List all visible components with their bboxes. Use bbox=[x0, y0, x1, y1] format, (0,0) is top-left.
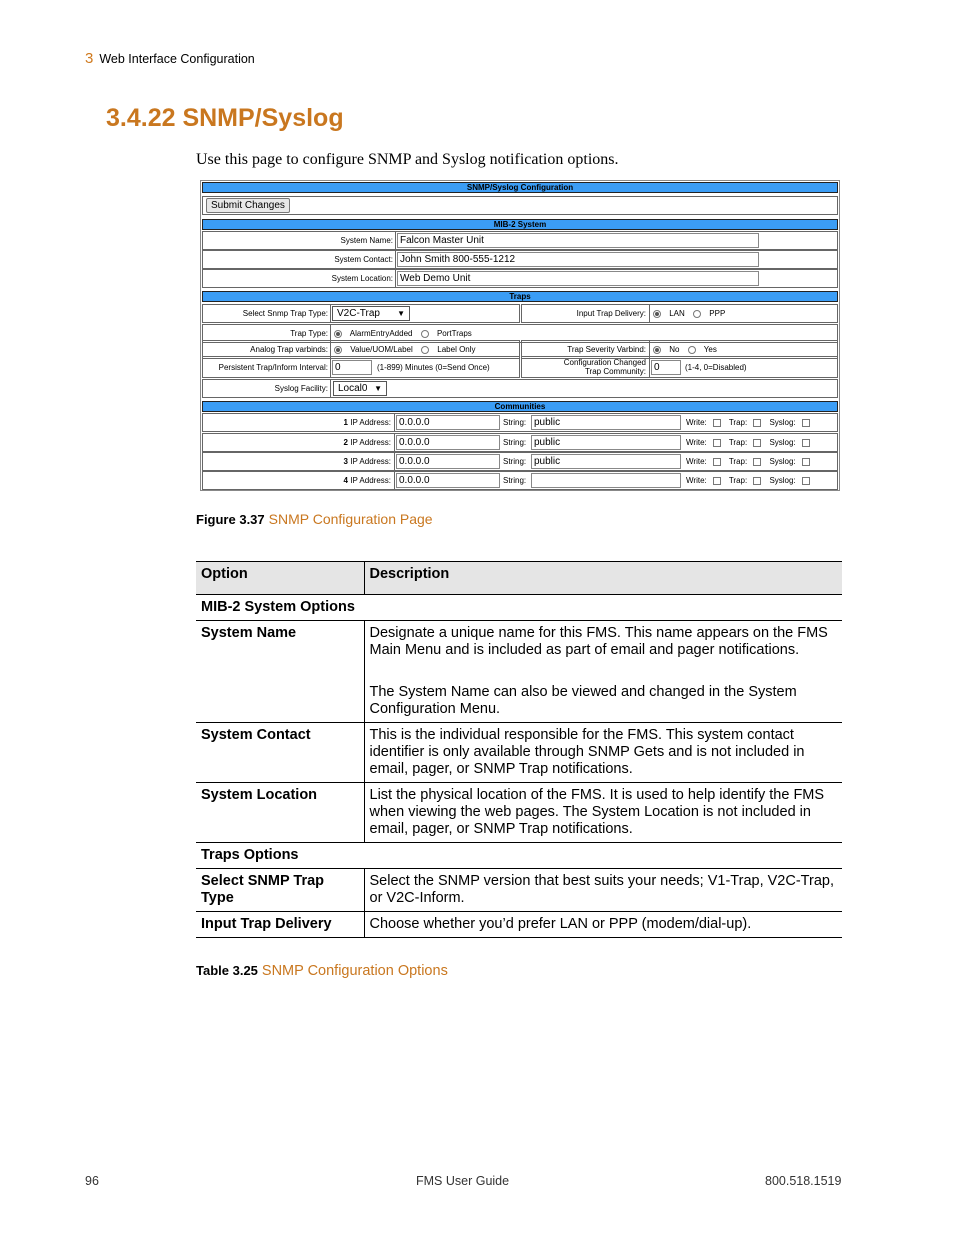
string-label: String: bbox=[503, 476, 527, 485]
table-row bbox=[196, 621, 842, 723]
option-name: System Contact bbox=[196, 723, 364, 783]
option-name: Input Trap Delivery bbox=[196, 912, 364, 938]
figure-label: Figure 3.37 bbox=[196, 512, 265, 527]
traps-title-bar: Traps bbox=[202, 291, 838, 302]
table-row bbox=[196, 869, 842, 912]
system-name-label: System Name: bbox=[340, 236, 393, 245]
section-traps: Traps Options bbox=[196, 843, 842, 869]
table-row bbox=[196, 783, 842, 843]
community-number: 3 bbox=[343, 457, 348, 466]
option-name: System Location bbox=[196, 783, 364, 843]
option-name: Select SNMP Trap Type bbox=[196, 869, 364, 912]
options-table bbox=[196, 561, 842, 938]
syslog-facility-select[interactable] bbox=[333, 381, 387, 396]
write-label: Write: bbox=[686, 476, 707, 485]
write-checkbox[interactable] bbox=[713, 439, 721, 447]
persistent-row bbox=[202, 356, 520, 378]
table-row bbox=[196, 723, 842, 783]
trap-label: Trap: bbox=[728, 418, 748, 427]
config-changed-hint: (1-4, 0=Disabled) bbox=[685, 363, 747, 372]
syslog-checkbox[interactable] bbox=[802, 439, 810, 447]
system-location-input[interactable]: Web Demo Unit bbox=[397, 271, 759, 286]
option-description-extra: The System Name can also be viewed and changed in the System Configuration Menu. bbox=[369, 684, 797, 717]
system-location-row bbox=[202, 269, 838, 288]
option-description: List the physical location of the FMS. It is used to help identify the FMS when viewing the web pages. The System Location is not included in email, pager, or SNMP Trap notifications. bbox=[364, 783, 842, 843]
submit-changes-button[interactable]: Submit Changes bbox=[206, 198, 290, 213]
community-ip-input[interactable]: 0.0.0.0 bbox=[396, 473, 500, 488]
config-changed-input[interactable]: 0 bbox=[651, 360, 681, 375]
delivery-lan-label: LAN bbox=[669, 309, 685, 318]
syslog-checkbox[interactable] bbox=[802, 458, 810, 466]
trap-label: Trap: bbox=[728, 457, 748, 466]
input-delivery-row bbox=[521, 304, 838, 323]
system-contact-label: System Contact: bbox=[334, 255, 393, 264]
persistent-label: Persistent Trap/Inform Interval: bbox=[218, 363, 328, 372]
write-checkbox[interactable] bbox=[713, 419, 721, 427]
footer-title: FMS User Guide bbox=[416, 1174, 510, 1188]
table-label: Table 3.25 bbox=[196, 963, 258, 978]
chevron-down-icon: ▼ bbox=[374, 384, 382, 393]
delivery-lan-radio[interactable] bbox=[653, 310, 661, 318]
string-label: String: bbox=[503, 438, 527, 447]
config-changed-row bbox=[521, 356, 838, 378]
trap-label: Trap: bbox=[728, 438, 748, 447]
trap-checkbox[interactable] bbox=[753, 419, 761, 427]
persistent-hint: (1-899) Minutes (0=Send Once) bbox=[377, 363, 490, 372]
write-label: Write: bbox=[686, 457, 707, 466]
table-section-row bbox=[196, 595, 842, 621]
intro-text: Use this page to configure SNMP and Syslog notification options. bbox=[196, 151, 619, 168]
system-name-row bbox=[202, 231, 838, 250]
write-label: Write: bbox=[686, 418, 707, 427]
trap-checkbox[interactable] bbox=[753, 458, 761, 466]
syslog-label: Syslog: bbox=[769, 476, 796, 485]
severity-no-label: No bbox=[669, 345, 680, 354]
table-row bbox=[196, 912, 842, 938]
community-ip-input[interactable]: 0.0.0.0 bbox=[396, 435, 500, 450]
write-checkbox[interactable] bbox=[713, 477, 721, 485]
analog-value-label: Value/UOM/Label bbox=[350, 345, 413, 354]
community-row bbox=[202, 452, 838, 471]
option-name: System Name bbox=[196, 621, 364, 723]
ip-address-label: IP Address: bbox=[350, 457, 391, 466]
figure-title: SNMP Configuration Page bbox=[268, 511, 433, 527]
delivery-ppp-label: PPP bbox=[709, 309, 726, 318]
system-name-input[interactable]: Falcon Master Unit bbox=[397, 233, 759, 248]
system-location-label: System Location: bbox=[331, 274, 393, 283]
string-label: String: bbox=[503, 418, 527, 427]
config-changed-label-line2: Trap Community: bbox=[584, 367, 646, 376]
trap-type-row bbox=[202, 304, 520, 323]
col-description-header: Description bbox=[364, 562, 842, 595]
section-mib2: MIB-2 System Options bbox=[196, 595, 842, 621]
snmp-config-screenshot bbox=[200, 180, 840, 491]
community-string-input[interactable] bbox=[531, 473, 681, 488]
page-number: 96 bbox=[85, 1174, 99, 1188]
community-string-input[interactable]: public bbox=[531, 415, 681, 430]
running-header bbox=[85, 50, 255, 67]
trap-checkbox[interactable] bbox=[753, 477, 761, 485]
trap-alarm-entry-radio[interactable] bbox=[334, 330, 342, 338]
syslog-facility-label: Syslog Facility: bbox=[274, 384, 328, 393]
syslog-facility-row bbox=[202, 379, 838, 398]
severity-no-radio[interactable] bbox=[653, 346, 661, 354]
chapter-number: 3 bbox=[85, 50, 94, 67]
write-label: Write: bbox=[686, 438, 707, 447]
input-delivery-label: Input Trap Delivery: bbox=[576, 309, 646, 318]
footer-phone: 800.518.1519 bbox=[765, 1174, 842, 1188]
config-changed-label-line1: Configuration Changed bbox=[563, 358, 646, 367]
community-ip-input[interactable]: 0.0.0.0 bbox=[396, 454, 500, 469]
analog-varbinds-label: Analog Trap varbinds: bbox=[250, 345, 328, 354]
analog-label-only-radio[interactable] bbox=[421, 346, 429, 354]
option-description: Select the SNMP version that best suits your needs; V1-Trap, V2C-Trap, or V2C-Inform. bbox=[364, 869, 842, 912]
chevron-down-icon: ▼ bbox=[397, 309, 405, 318]
community-string-input[interactable]: public bbox=[531, 435, 681, 450]
severity-yes-radio[interactable] bbox=[688, 346, 696, 354]
chapter-title: Web Interface Configuration bbox=[99, 52, 255, 66]
mib-title-bar: MIB-2 System bbox=[202, 219, 838, 230]
string-label: String: bbox=[503, 457, 527, 466]
syslog-label: Syslog: bbox=[769, 418, 796, 427]
community-row bbox=[202, 433, 838, 452]
trap-alarm-entry-label: AlarmEntryAdded bbox=[349, 329, 413, 338]
submit-row bbox=[202, 196, 838, 215]
syslog-label: Syslog: bbox=[769, 457, 796, 466]
trap-checkbox[interactable] bbox=[753, 439, 761, 447]
col-option-header: Option bbox=[196, 562, 364, 595]
trap-type-value: V2C-Trap bbox=[337, 308, 380, 319]
table-header-row bbox=[196, 562, 842, 595]
syslog-checkbox[interactable] bbox=[802, 419, 810, 427]
write-checkbox[interactable] bbox=[713, 458, 721, 466]
community-row bbox=[202, 471, 838, 490]
trap-port-traps-label: PortTraps bbox=[436, 329, 472, 338]
persistent-input[interactable]: 0 bbox=[332, 360, 372, 375]
analog-value-radio[interactable] bbox=[334, 346, 342, 354]
option-description: Designate a unique name for this FMS. This name appears on the FMS Main Menu and is included as part of email and pager notifications. bbox=[369, 625, 828, 658]
severity-yes-label: Yes bbox=[703, 345, 717, 354]
trap-label: Trap: bbox=[728, 476, 748, 485]
communities-title-bar: Communities bbox=[202, 401, 838, 412]
community-string-input[interactable]: public bbox=[531, 454, 681, 469]
analog-label-only-label: Label Only bbox=[437, 345, 476, 354]
syslog-checkbox[interactable] bbox=[802, 477, 810, 485]
delivery-ppp-radio[interactable] bbox=[693, 310, 701, 318]
section-title: 3.4.22 SNMP/Syslog bbox=[106, 104, 344, 132]
syslog-facility-value: Local0 bbox=[338, 383, 368, 394]
community-ip-input[interactable]: 0.0.0.0 bbox=[396, 415, 500, 430]
system-contact-row bbox=[202, 250, 838, 269]
community-number: 2 bbox=[343, 438, 348, 447]
option-description: Choose whether you’d prefer LAN or PPP (modem/dial-up). bbox=[364, 912, 842, 938]
table-caption bbox=[196, 963, 448, 979]
community-number: 4 bbox=[343, 476, 348, 485]
ip-address-label: IP Address: bbox=[350, 438, 391, 447]
form-title-bar: SNMP/Syslog Configuration bbox=[202, 182, 838, 193]
ip-address-label: IP Address: bbox=[350, 418, 391, 427]
syslog-label: Syslog: bbox=[769, 438, 796, 447]
figure-caption bbox=[196, 511, 433, 527]
severity-label: Trap Severity Varbind: bbox=[567, 345, 646, 354]
table-title: SNMP Configuration Options bbox=[261, 963, 448, 979]
community-number: 1 bbox=[343, 418, 348, 427]
ip-address-label: IP Address: bbox=[350, 476, 391, 485]
system-contact-input[interactable]: John Smith 800-555-1212 bbox=[397, 252, 759, 267]
community-row bbox=[202, 413, 838, 432]
trap-type-label: Select Snmp Trap Type: bbox=[242, 309, 328, 318]
trap-port-traps-radio[interactable] bbox=[421, 330, 429, 338]
option-description: This is the individual responsible for the FMS. This system contact identifier is only available through SNMP Gets and is not included in email, pager, or SNMP Trap notifications. bbox=[364, 723, 842, 783]
table-section-row bbox=[196, 843, 842, 869]
trap-type-select[interactable] bbox=[332, 306, 410, 321]
trap-types-label: Trap Type: bbox=[290, 329, 328, 338]
